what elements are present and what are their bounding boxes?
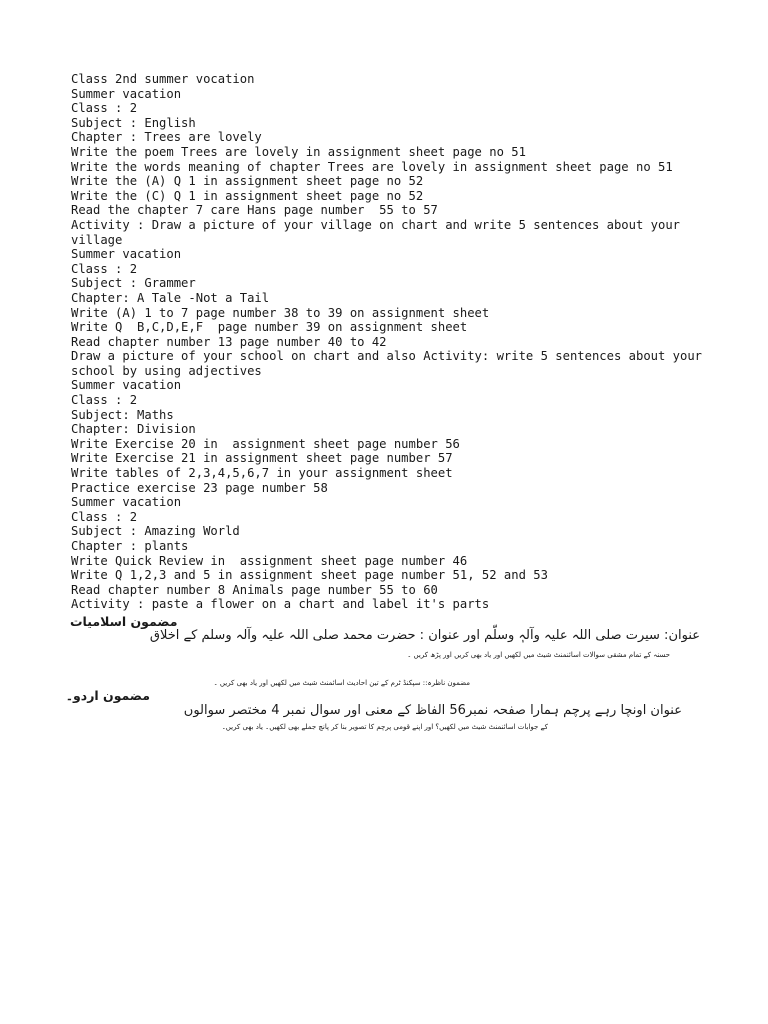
text-line: Class : 2 [71, 261, 138, 276]
text-line: Write tables of 2,3,4,5,6,7 in your assignment sheet [71, 466, 453, 481]
text-line: Chapter : Trees are lovely [71, 130, 262, 145]
text-line: Read chapter number 13 page number 40 to 42 [71, 334, 387, 349]
text-line: Write Q 1,2,3 and 5 in assignment sheet page number 51, 52 and 53 [71, 568, 548, 583]
text-line: Read chapter number 8 Animals page number 55 to 60 [71, 582, 438, 597]
text-line: Class : 2 [71, 393, 138, 408]
urdu-heading: مضمون اردو۔ [65, 688, 150, 703]
text-line: Write the words meaning of chapter Trees are lovely in assignment sheet page no 51 [71, 159, 673, 174]
text-line: Write (A) 1 to 7 page number 38 to 39 on assignment sheet [71, 305, 490, 320]
text-line: Class : 2 [71, 509, 138, 524]
text-line: Write the (C) Q 1 in assignment sheet page no 52 [71, 188, 424, 203]
text-line: Class 2nd summer vocation [71, 72, 255, 86]
text-line: Subject : English [71, 115, 196, 130]
text-line: Write Exercise 21 in assignment sheet page number 57 [71, 451, 453, 466]
text-line: Practice exercise 23 page number 58 [71, 480, 328, 495]
text-line: Summer vacation [71, 495, 182, 510]
nazra-note: مضمون ناظرہ:: سپکنڈ ٹرم کے تین احادیث اسائمنٹ شیٹ میں لکھیں اور یاد بھی کریں ۔ [213, 679, 470, 687]
text-line: Subject: Maths [71, 407, 174, 422]
text-line: Write Exercise 20 in assignment sheet page number 56 [71, 436, 460, 451]
document-body [71, 72, 711, 612]
text-line: Write Quick Review in assignment sheet page number 46 [71, 553, 468, 568]
text-line: Read the chapter 7 care Hans page number 55 to 57 [71, 203, 438, 218]
text-line: Write the poem Trees are lovely in assignment sheet page no 51 [71, 144, 526, 159]
text-line: Activity : paste a flower on a chart and label it's parts [71, 597, 490, 612]
text-line: Subject : Grammer [71, 276, 196, 291]
urdu-title: عنوان اونچا رہے پرچم ہمارا صفحہ نمبر56 الفاظ کے معنی اور سوال نمبر 4 مختصر سوالوں [183, 703, 682, 718]
text-line: Chapter : plants [71, 539, 189, 553]
text-line: Summer vacation [71, 247, 182, 262]
islamiat-heading: مضمون اسلامیات [70, 614, 178, 629]
islamiat-title: عنوان: سیرت صلی اللہ علیہ وآلہٖ وسلّم اور عنوان : حضرت محمد صلی اللہ علیہ وآلہ وسلم کے اخلاق [149, 628, 700, 643]
text-line: Class : 2 [71, 101, 138, 116]
text-line: Draw a picture of your school on chart and also Activity: write 5 sentences about your school by using adjectives [71, 349, 710, 378]
text-line: Chapter: A Tale -Not a Tail [71, 290, 270, 305]
text-line: Write Q B,C,D,E,F page number 39 on assignment sheet [71, 320, 468, 335]
text-line: Activity : Draw a picture of your village on chart and write 5 sentences about your village [71, 217, 688, 247]
text-line: Summer vacation [71, 378, 182, 393]
urdu-note: کے جوابات اسائنمنٹ شیٹ میں لکھیں؟ اور اپنے قومی پرچم کا تصویر بنا کر پانچ جملے بھی لکھیں۔ یاد بھی کریں۔ [221, 723, 548, 731]
text-line: Subject : Amazing World [71, 524, 240, 539]
text-line: Summer vacation [71, 86, 182, 101]
islamiat-note: حسنہ کے تمام مشقی سوالات اسائنمنٹ شیٹ میں لکھیں اور یاد بھی کریں اور پڑھ کریں ۔ [407, 651, 670, 659]
text-line: Chapter: Division [71, 422, 196, 437]
text-line: Write the (A) Q 1 in assignment sheet page no 52 [71, 174, 424, 189]
